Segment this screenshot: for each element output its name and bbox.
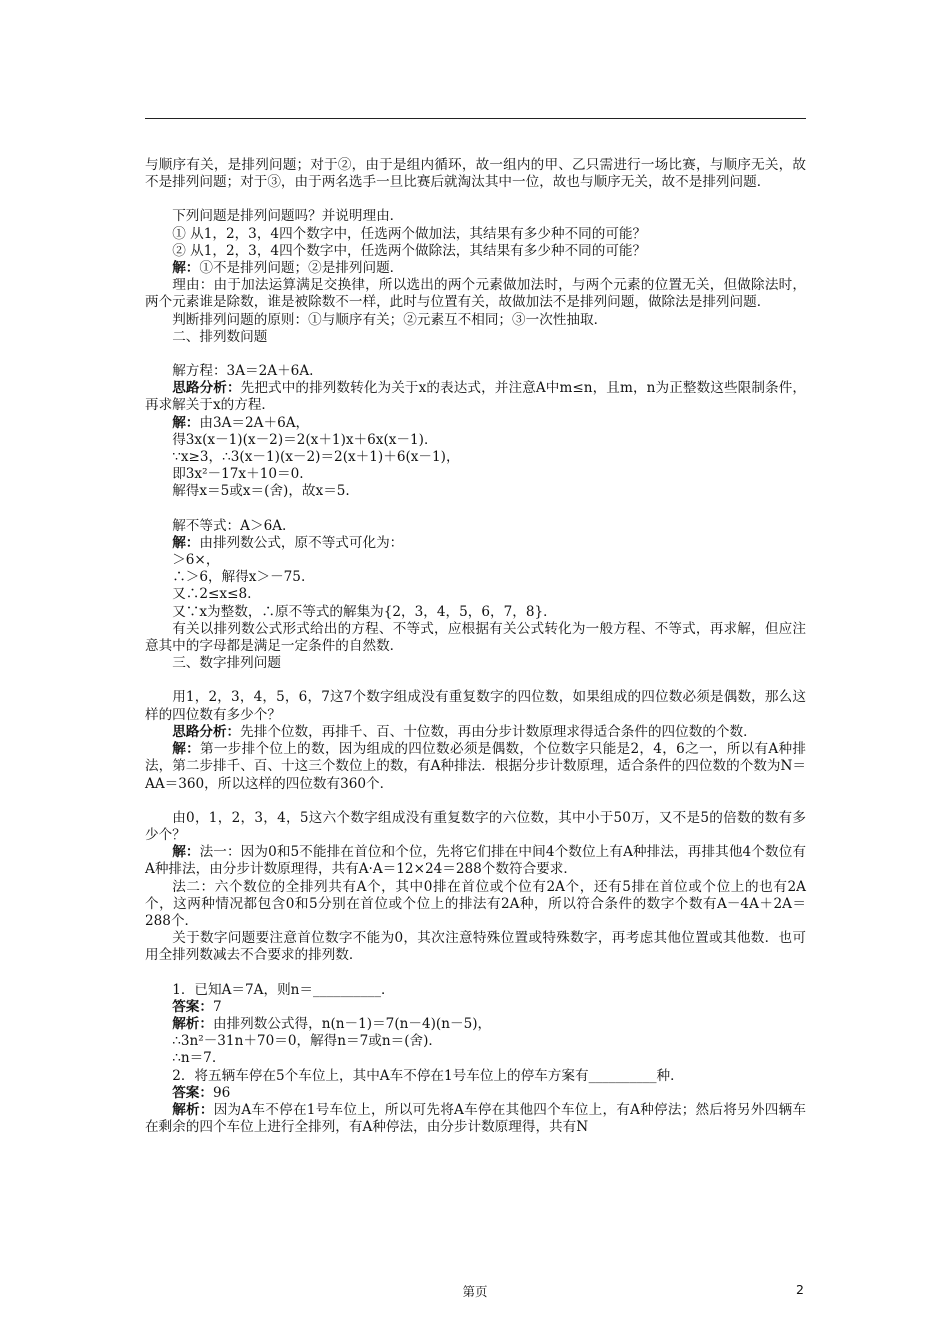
paragraph-text: 关于数字问题要注意首位数字不能为0，其次注意特殊位置或特殊数字，再考虑其他位置或其他数．也可用全排列数减去不合要求的排列数． [145, 930, 806, 964]
paragraph-label: 解： [172, 414, 200, 431]
paragraph-label: 解： [172, 534, 200, 551]
paragraph [145, 655, 806, 672]
paragraph-label: 解： [172, 844, 200, 861]
paragraph-text: 用1，2，3，4，5，6，7这7个数字组成没有重复数字的四位数，如果组成的四位数必须是偶数，那么这样的四位数有多少个？ [145, 689, 806, 723]
paragraph-text: 由排列数公式，原不等式可化为： [199, 534, 404, 551]
paragraph-label: 答案： [172, 998, 213, 1015]
paragraph [145, 569, 806, 586]
paragraph [145, 415, 806, 432]
paragraph [145, 518, 806, 535]
footer-label: 第页 [462, 1284, 488, 1299]
paragraph [145, 277, 806, 311]
paragraph [145, 1016, 806, 1033]
paragraph [145, 243, 806, 260]
paragraph-text: 理由：由于加法运算满足交换律，所以选出的两个元素做加法时，与两个元素的位置无关，但做除法时，两个元素谁是除数，谁是被除数不一样，此时与位置有关，故做加法不是排列问题，做除法是排列问题． [145, 277, 806, 311]
paragraph [145, 1085, 806, 1102]
paragraph-text: 即3x²－17x＋10＝0. [172, 466, 304, 483]
paragraph-text: 解方程：3A＝2A＋6A. [172, 363, 314, 380]
paragraph [145, 621, 806, 655]
header-rule [145, 118, 806, 119]
paragraph-text: ② 从1，2，3，4四个数字中，任选两个做除法，其结果有多少种不同的可能？ [172, 242, 647, 259]
paragraph-text: 2．将五辆车停在5个车位上，其中A车不停在1号车位上的停车方案有__________种． [172, 1067, 684, 1084]
paragraph-text: ① 从1，2，3，4四个数字中，任选两个做加法，其结果有多少种不同的可能？ [172, 225, 647, 242]
paragraph-text: 解不等式：A＞6A. [172, 517, 287, 534]
paragraph-text: ①不是排列问题；②是排列问题． [199, 260, 404, 277]
paragraph-text: 解得x＝5或x＝(舍)，故x＝5. [172, 483, 350, 500]
paragraph-label: 思路分析： [172, 723, 241, 740]
paragraph [145, 535, 806, 552]
paragraph [145, 432, 806, 449]
paragraph-label: 解析： [172, 1101, 214, 1118]
paragraph-text: 又∴2≤x≤8. [172, 586, 252, 603]
paragraph [145, 466, 806, 483]
paragraph [145, 930, 806, 964]
paragraph [145, 1102, 806, 1136]
paragraph-label: 解： [172, 741, 200, 758]
paragraph [145, 552, 806, 569]
paragraph [145, 1068, 806, 1085]
paragraph-text: 法一：因为0和5不能排在首位和个位，先将它们排在中间4个数位上有A种排法，再排其他4个数位有A种排法，由分步计数原理得，共有A·A＝12×24＝288个数符合要求． [145, 844, 806, 878]
paragraph [145, 260, 806, 277]
paragraph [145, 1033, 806, 1050]
paragraph [145, 879, 806, 931]
paragraph-text: ∴＞6，解得x＞－75. [172, 569, 306, 586]
paragraph-text: 先排个位数，再排千、百、十位数，再由分步计数原理求得适合条件的四位数的个数． [240, 723, 757, 740]
paragraph-text: ∵x≥3，∴3(x－1)(x－2)＝2(x＋1)＋6(x－1)， [172, 449, 460, 466]
paragraph [145, 1050, 806, 1067]
paragraph-text: 由0，1，2，3，4，5这六个数字组成没有重复数字的六位数，其中小于50万，又不是5的倍数的数有多少个？ [145, 809, 806, 843]
document-body [145, 157, 806, 1136]
paragraph-text: 96 [212, 1084, 231, 1101]
paragraph [145, 312, 806, 329]
paragraph-text: 法二：六个数位的全排列共有A个，其中0排在首位或个位有2A个，还有5排在首位或个位上的也有2A个，这两种情况都包含0和5分别在首位或个位上的排法有2A种，所以符合条件的数字个数有A－4A＋2A＝288个． [145, 878, 806, 929]
paragraph-label: 解析： [172, 1015, 213, 1032]
paragraph-text: 有关以排列数公式形式给出的方程、不等式，应根据有关公式转化为一般方程、不等式，再求解，但应注意其中的字母都是满足一定条件的自然数． [145, 620, 806, 655]
paragraph [145, 226, 806, 243]
paragraph-text: 先把式中的排列数转化为关于x的表达式，并注意A中m≤n，且m，n为正整数这些限制条件，再求解关于x的方程． [145, 380, 806, 414]
paragraph [145, 999, 806, 1016]
paragraph [145, 604, 806, 621]
paragraph-label: 答案： [172, 1084, 213, 1101]
paragraph-text: ∴3n²－31n＋70＝0，解得n＝7或n＝(舍)． [172, 1033, 442, 1050]
paragraph [145, 208, 806, 225]
paragraph [145, 689, 806, 723]
paragraph [145, 982, 806, 999]
paragraph-text: 因为A车不停在1号车位上，所以可先将A车停在其他四个车位上，有A种停法；然后将另外四辆车在剩余的四个车位上进行全排列，有A种停法，由分步计数原理得，共有N [145, 1101, 806, 1136]
paragraph-text: 1．已知A＝7A，则n＝__________． [172, 981, 395, 998]
paragraph-text: 判断排列问题的原则：①与顺序有关；②元素互不相同；③一次性抽取． [172, 311, 608, 328]
paragraph [145, 724, 806, 741]
paragraph-text: 7 [212, 998, 222, 1015]
paragraph [145, 586, 806, 603]
paragraph [145, 329, 806, 346]
paragraph-text: 下列问题是排列问题吗？并说明理由． [172, 208, 404, 225]
paragraph-text: 三、数字排列问题 [172, 655, 281, 672]
paragraph [145, 380, 806, 414]
paragraph [145, 363, 806, 380]
paragraph-label: 解： [172, 260, 200, 277]
paragraph-text: 由3A＝2A＋6A， [199, 414, 310, 431]
paragraph-text: 由排列数公式得，n(n－1)＝7(n－4)(n－5)， [212, 1015, 492, 1032]
paragraph-text: ∴n＝7. [172, 1050, 217, 1067]
paragraph [145, 844, 806, 878]
paragraph [145, 157, 806, 191]
paragraph-text: 又∵x为整数，∴原不等式的解集为{2，3，4，5，6，7，8}． [172, 603, 557, 620]
paragraph-text: 二、排列数问题 [172, 328, 268, 345]
paragraph [145, 741, 806, 793]
paragraph-text: 得3x(x－1)(x－2)＝2(x＋1)x＋6x(x－1)． [172, 431, 438, 448]
paragraph [145, 483, 806, 500]
paragraph [145, 449, 806, 466]
paragraph-label: 思路分析： [172, 380, 241, 397]
paragraph-text: 与顺序有关，是排列问题；对于②，由于是组内循环，故一组内的甲、乙只需进行一场比赛，与顺序无关，故不是排列问题；对于③，由于两名选手一旦比赛后就淘汰其中一位，故也与顺序无关，故不是排列问题． [145, 157, 806, 191]
paragraph-text: 第一步排个位上的数，因为组成的四位数必须是偶数，个位数字只能是2，4，6之一，所以有A种排法，第二步排千、百、十这三个数位上的数，有A种排法．根据分步计数原理，适合条件的四位数的个数为N＝AA＝360，所以这样的四位数有360个． [145, 741, 807, 792]
paragraph-text: ＞6×， [172, 552, 220, 569]
paragraph [145, 810, 806, 844]
page-number: 2 [796, 1282, 804, 1297]
